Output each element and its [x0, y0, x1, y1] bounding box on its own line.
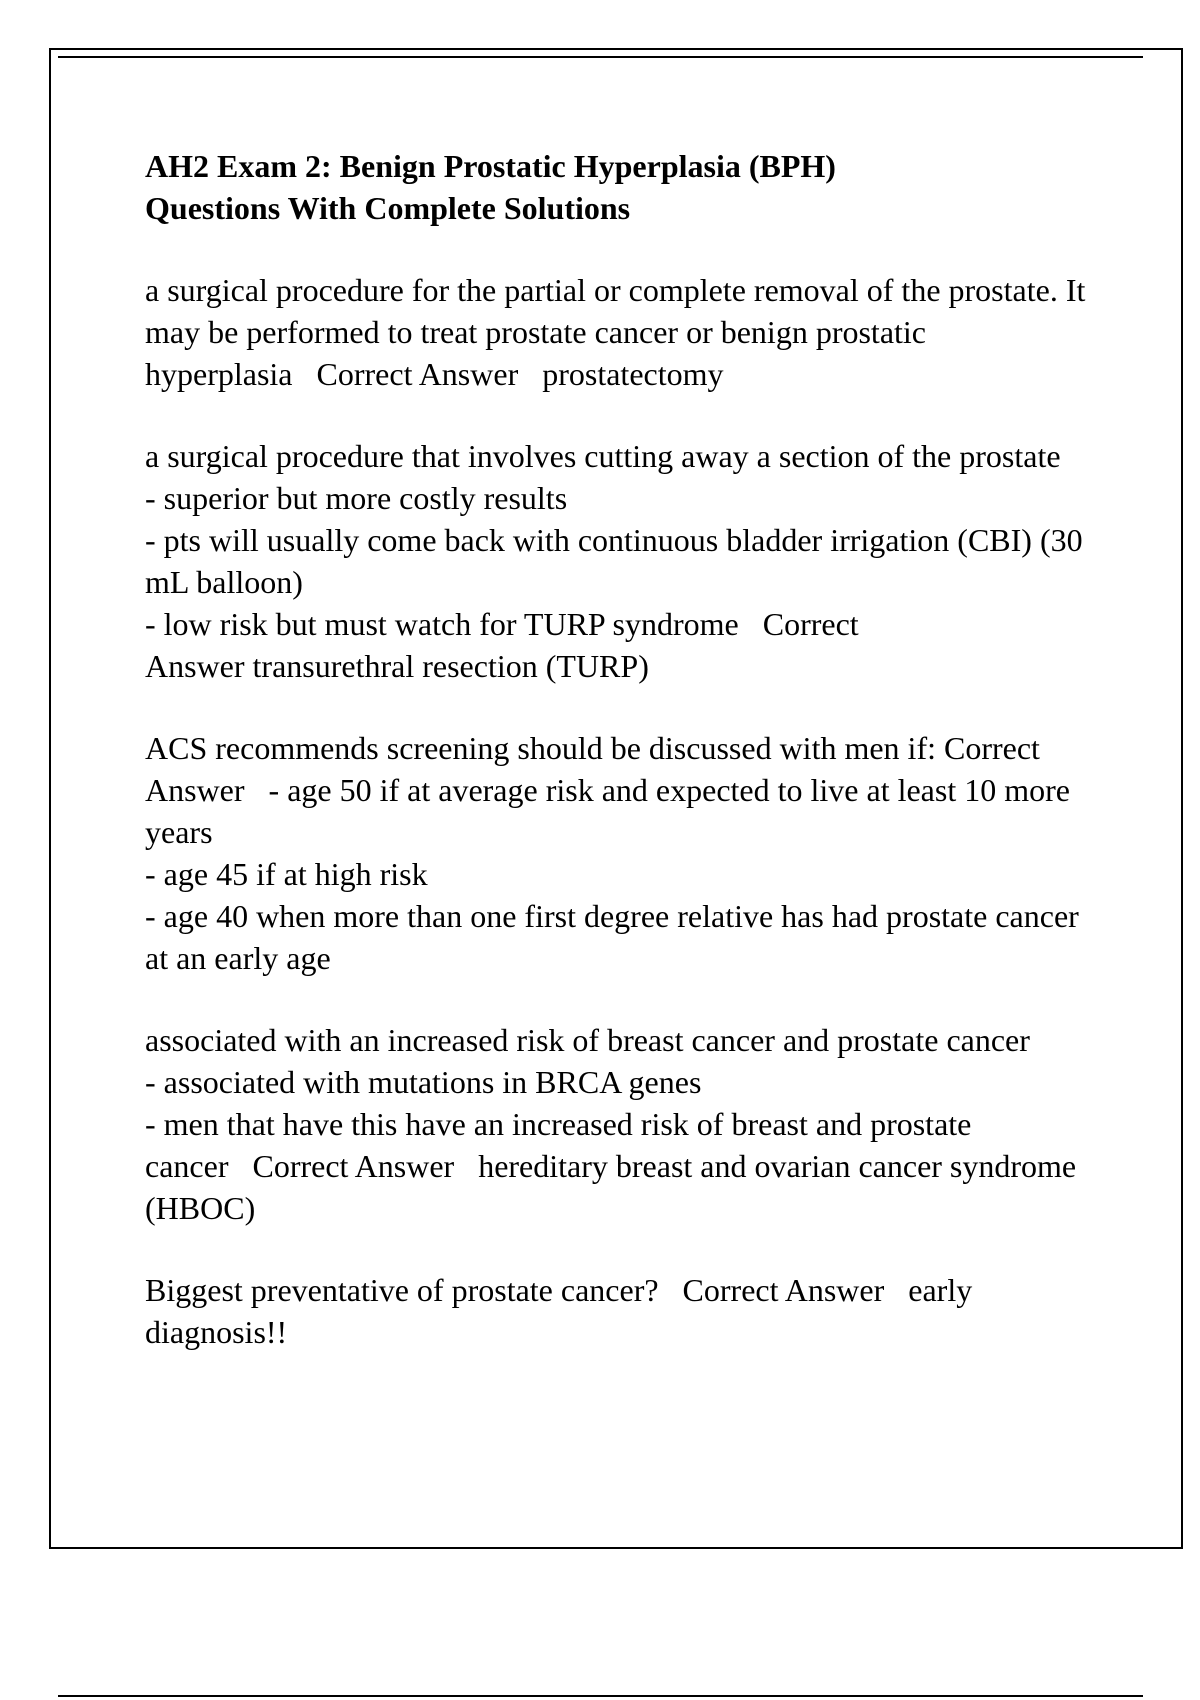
qa-question: associated with an increased risk of breast cancer and prostate cancer - associated with mutations in BRCA genes - men that have this have an increased risk of breast and prostate cancer [145, 1022, 1030, 1184]
title-line-2: Questions With Complete Solutions [145, 190, 631, 226]
top-rule [58, 56, 1143, 58]
document-title [145, 145, 1105, 229]
qa-answer: hereditary breast and ovarian cancer syndrome (HBOC) [145, 1148, 1085, 1226]
bottom-rule [58, 1695, 1143, 1697]
correct-answer-label: Correct Answer [145, 606, 865, 684]
title-line-1: AH2 Exam 2: Benign Prostatic Hyperplasia (BPH) [145, 148, 836, 184]
qa-question: a surgical procedure for the partial or complete removal of the prostate. It may be performed to treat prostate cancer or benign prostatic hyperplasia [145, 272, 1094, 392]
qa-question: Biggest preventative of prostate cancer? [145, 1272, 659, 1308]
qa-answer: transurethral resection (TURP) [252, 648, 649, 684]
qa-item [145, 1019, 1105, 1229]
qa-question: ACS recommends screening should be discussed with men if: [145, 730, 936, 766]
qa-item [145, 435, 1105, 687]
correct-answer-label: Correct Answer [316, 356, 519, 392]
qa-answer: early diagnosis!! [145, 1272, 981, 1350]
qa-item [145, 727, 1105, 979]
qa-answer: prostatectomy [542, 356, 724, 392]
qa-item [145, 1269, 1105, 1353]
correct-answer-label: Correct Answer [145, 730, 1047, 808]
qa-item [145, 269, 1105, 395]
document-body [145, 145, 1105, 1353]
qa-answer: - age 50 if at average risk and expected to live at least 10 more years - age 45 if at high risk - age 40 when more than one first degree relative has had prostate cancer at an early age [145, 772, 1079, 976]
correct-answer-label: Correct Answer [682, 1272, 885, 1308]
qa-question: a surgical procedure that involves cutting away a section of the prostate - superior but more costly results - pts will usually come back with continuous bladder irrigation (CBI) (30 mL balloon) - low risk but must watch for TURP syndrome [145, 438, 1083, 642]
correct-answer-label: Correct Answer [252, 1148, 455, 1184]
